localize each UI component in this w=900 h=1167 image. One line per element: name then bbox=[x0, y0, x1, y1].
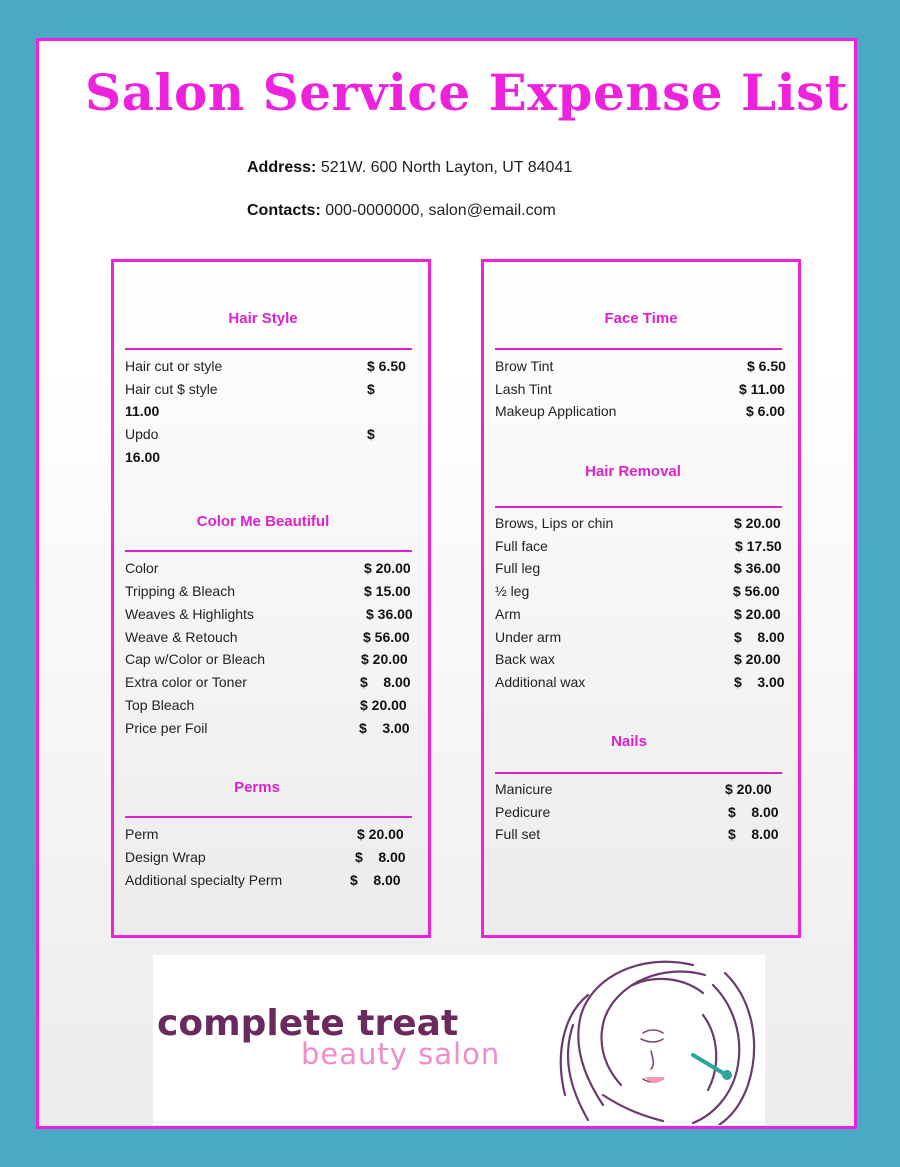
section-divider bbox=[125, 816, 412, 818]
list-item: Hair cut $ style bbox=[125, 381, 218, 397]
section-divider bbox=[125, 550, 412, 552]
woman-face-icon bbox=[543, 955, 765, 1125]
left-price-panel bbox=[111, 259, 431, 938]
item-price: $ 3.00 bbox=[734, 674, 785, 690]
list-item: Price per Foil bbox=[125, 720, 208, 736]
section-title-nails: Nails bbox=[611, 733, 647, 750]
item-price: $ 15.00 bbox=[364, 583, 411, 599]
salon-logo bbox=[153, 955, 765, 1125]
logo-tagline: beauty salon bbox=[301, 1037, 501, 1071]
item-price: $ 56.00 bbox=[733, 583, 780, 599]
list-item: Tripping & Bleach bbox=[125, 583, 235, 599]
item-price: $ 3.00 bbox=[359, 720, 410, 736]
right-price-panel bbox=[481, 259, 801, 938]
contacts-line bbox=[247, 202, 556, 220]
item-price: $ 11.00 bbox=[739, 381, 785, 397]
price-list-page bbox=[36, 38, 857, 1129]
list-item: Brows, Lips or chin bbox=[495, 515, 614, 531]
page-title: Salon Service Expense List bbox=[85, 63, 849, 122]
contacts-value: 000-0000000, salon@email.com bbox=[325, 202, 556, 219]
list-item: Cap w/Color or Bleach bbox=[125, 651, 266, 667]
section-title-hair-removal: Hair Removal bbox=[585, 463, 681, 480]
list-item: Lash Tint bbox=[495, 381, 552, 397]
list-item: Back wax bbox=[495, 651, 555, 667]
item-price: $ 20.00 bbox=[361, 651, 408, 667]
section-divider bbox=[495, 348, 782, 350]
section-divider bbox=[125, 348, 412, 350]
logo-wordmark: complete treat bbox=[157, 1003, 459, 1044]
contacts-label: Contacts: bbox=[247, 202, 321, 219]
section-title-color: Color Me Beautiful bbox=[196, 513, 330, 530]
item-price: $ 20.00 bbox=[357, 826, 404, 842]
section-divider bbox=[495, 772, 782, 774]
list-item: Extra color or Toner bbox=[125, 674, 247, 690]
list-item: Design Wrap bbox=[125, 849, 206, 865]
list-item: ½ leg bbox=[495, 583, 530, 599]
list-item: Makeup Application bbox=[495, 403, 617, 419]
list-item: Updo bbox=[125, 426, 159, 442]
section-title-hair-style: Hair Style bbox=[228, 310, 298, 327]
list-item: Full leg bbox=[495, 560, 541, 576]
list-item: Hair cut or style bbox=[125, 358, 223, 374]
item-price-wrapped: 11.00 bbox=[125, 403, 160, 419]
item-price: $ 20.00 bbox=[734, 651, 781, 667]
item-price: $ 8.00 bbox=[350, 872, 401, 888]
list-item: Color bbox=[125, 560, 159, 576]
address-label: Address: bbox=[247, 159, 317, 176]
item-price: $ bbox=[367, 381, 375, 397]
item-price: $ 8.00 bbox=[360, 674, 411, 690]
list-item: Full face bbox=[495, 538, 548, 554]
item-price: $ 20.00 bbox=[725, 781, 772, 797]
list-item: Brow Tint bbox=[495, 358, 554, 374]
address-value: 521W. 600 North Layton, UT 84041 bbox=[320, 159, 573, 176]
list-item: Full set bbox=[495, 826, 541, 842]
item-price: $ 17.50 bbox=[735, 538, 782, 554]
item-price: $ 6.50 bbox=[367, 358, 406, 374]
item-price: $ 56.00 bbox=[363, 629, 410, 645]
list-item: Additional specialty Perm bbox=[125, 872, 283, 888]
list-item: Perm bbox=[125, 826, 159, 842]
address-line bbox=[247, 159, 572, 177]
section-title-face-time: Face Time bbox=[604, 310, 678, 327]
list-item: Weaves & Highlights bbox=[125, 606, 254, 622]
item-price: $ 36.00 bbox=[734, 560, 781, 576]
list-item: Under arm bbox=[495, 629, 562, 645]
item-price-wrapped: 16.00 bbox=[125, 449, 161, 465]
item-price: $ 8.00 bbox=[728, 804, 779, 820]
item-price: $ 20.00 bbox=[360, 697, 407, 713]
item-price: $ 8.00 bbox=[355, 849, 406, 865]
item-price: $ bbox=[367, 426, 375, 442]
list-item: Top Bleach bbox=[125, 697, 195, 713]
item-price: $ 20.00 bbox=[364, 560, 411, 576]
item-price: $ 6.50 bbox=[747, 358, 786, 374]
list-item: Manicure bbox=[495, 781, 553, 797]
item-price: $ 8.00 bbox=[734, 629, 785, 645]
section-divider bbox=[495, 506, 782, 508]
item-price: $ 6.00 bbox=[746, 403, 785, 419]
list-item: Pedicure bbox=[495, 804, 551, 820]
list-item: Weave & Retouch bbox=[125, 629, 238, 645]
section-title-perms: Perms bbox=[234, 779, 280, 796]
item-price: $ 20.00 bbox=[734, 606, 781, 622]
item-price: $ 36.00 bbox=[366, 606, 413, 622]
list-item: Additional wax bbox=[495, 674, 586, 690]
list-item: Arm bbox=[495, 606, 521, 622]
item-price: $ 20.00 bbox=[734, 515, 781, 531]
item-price: $ 8.00 bbox=[728, 826, 779, 842]
